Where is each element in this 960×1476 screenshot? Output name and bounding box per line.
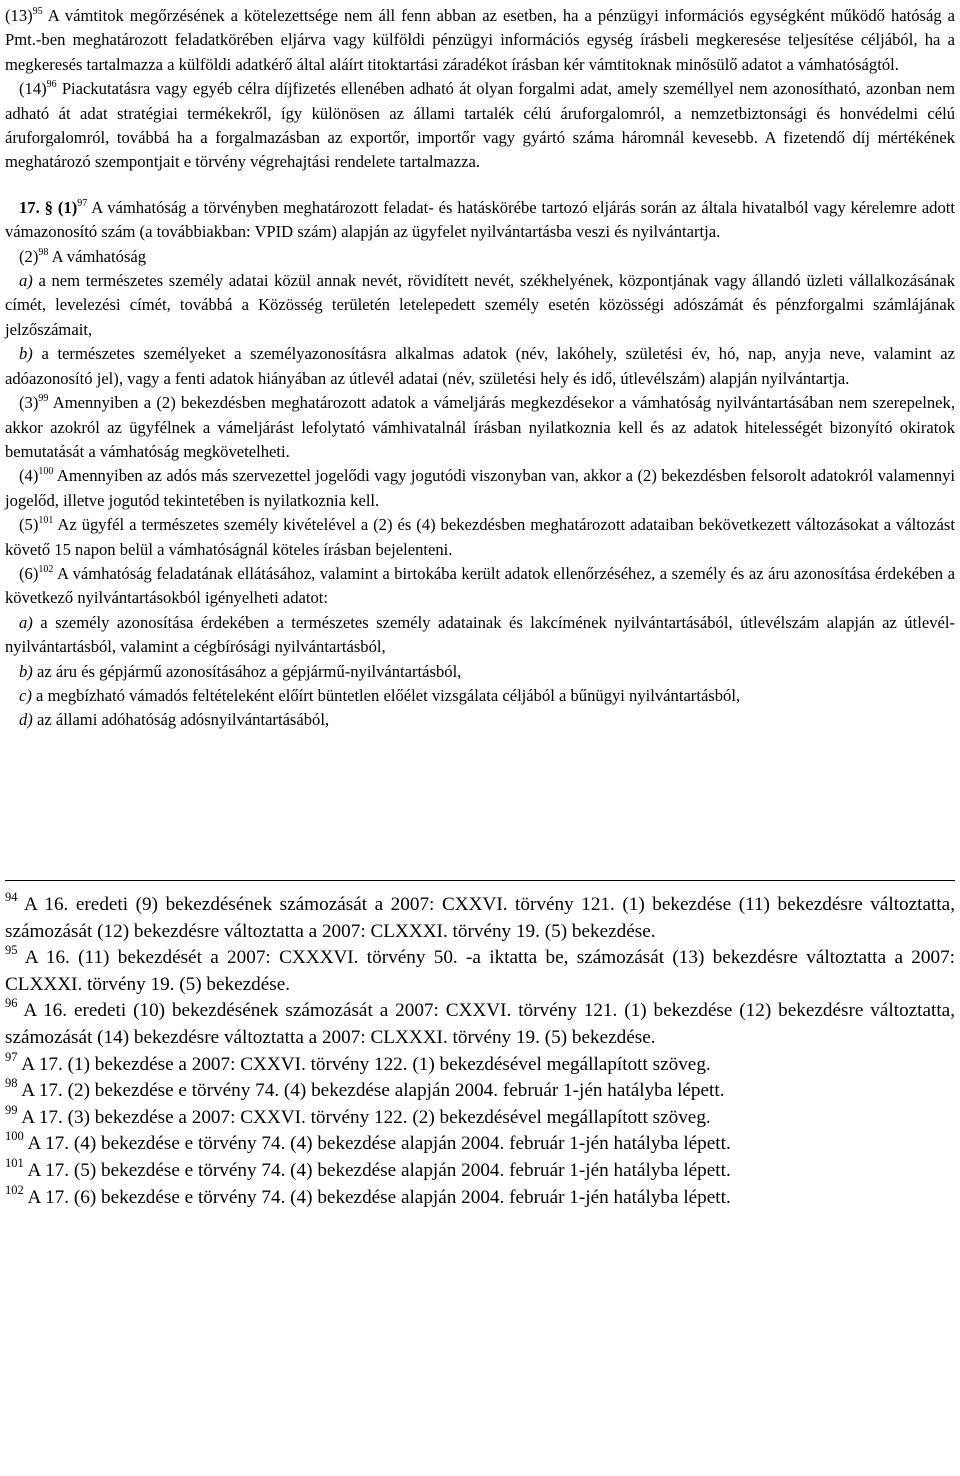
paragraph-number: (13)	[5, 6, 33, 25]
paragraph-text: A vámhatóság feladatának ellátásához, valamint a birtokába került adatok ellenőrzéséhez, a személy és az áru azonosítása érdekében a következő nyilvántartásokból igényelheti adatot:	[5, 563, 955, 608]
paragraph-number: (6)	[19, 563, 39, 583]
footnote-number: 95	[5, 943, 18, 958]
paragraph-text: Amennyiben az adós más szervezettel jogelődi vagy jogutódi viszonyban van, akkor a (2) bekezdésben felsorolt adatokról valamennyi jogelőd, illetve jogutód tekintetében is nyilatkoznia kell.	[5, 466, 955, 510]
footnote-ref: 96	[46, 79, 57, 91]
point-text: a természetes személyeket a személyazonosításra alkalmas adatok (név, lakóhely, születési év, hó, nap, anyja neve, valamint az adóazonosító jel), vagy a fenti adatok hiányában az útlevél adatai (név, születési hely és idő, útlevélszám) alapján nyilvántartja.	[5, 344, 955, 388]
paragraph-number: (4)	[19, 466, 39, 486]
footnote-100	[5, 1131, 955, 1158]
section-number: 17. § (1)	[19, 197, 78, 217]
point-2b	[5, 342, 955, 391]
body-text	[5, 4, 955, 733]
footnote-99	[5, 1102, 955, 1132]
paragraph-3	[5, 391, 955, 464]
point-2a	[5, 269, 955, 342]
point-6d	[5, 708, 955, 732]
point-letter: a)	[19, 271, 33, 291]
point-text: a megbízható vámadós feltételeként előírt büntetlen előélet vizsgálata céljából a bűnügyi nyilvántartásból,	[31, 685, 741, 705]
footnote-number: 96	[5, 996, 18, 1011]
footnote-ref: 98	[38, 246, 49, 258]
paragraph-text: Amennyiben a (2) bekezdésben meghatározott adatok a vámeljárás megkezdésekor a vámhatóság nyilvántartásában nem szerepelnek, akkor azokról az ügyfélnek a vámeljárást lefolytató vámhivatalnál írásban nyilatkoznia kell és az adatok hitelességét bizonyító okiratok bemutatását a vámhatóság megkövetelheti.	[5, 393, 955, 461]
paragraph-2	[5, 245, 955, 269]
footnote-94	[5, 892, 955, 945]
point-6a	[5, 611, 955, 660]
footnote-102	[5, 1182, 955, 1212]
paragraph-text: A vámhatóság	[48, 246, 147, 266]
footnote-text: A 17. (4) bekezdése e törvény 74. (4) bekezdése alapján 2004. február 1-jén hatályba lépett.	[23, 1133, 731, 1155]
paragraph-6	[5, 562, 955, 611]
paragraph-text: A vámtitok megőrzésének a kötelezettsége nem áll fenn abban az esetben, ha a pénzügyi információs egységként működő hatóság a Pmt.-ben meghatározott feladatkörében eljárva vagy külföldi pénzügyi információs egység írásbeli megkeresése teljesítése céljából, ha a megkeresés tartalmazza a külföldi adatkérő által aláírt titoktartási záradékot írásban kér vámtitoknak minősülő adatot a vámhatóságtól.	[5, 6, 955, 74]
point-6c	[5, 684, 955, 708]
point-letter: c)	[19, 685, 32, 705]
footnote-number: 97	[5, 1049, 18, 1064]
footnote-text: A 17. (5) bekezdése e törvény 74. (4) bekezdése alapján 2004. február 1-jén hatályba lépett.	[23, 1159, 731, 1181]
paragraph-5	[5, 513, 955, 562]
point-text: az áru és gépjármű azonosításához a gépjármű-nyilvántartásból,	[32, 661, 462, 681]
point-text: az állami adóhatóság adósnyilvántartásából,	[32, 710, 330, 730]
footnote-text: A 17. (2) bekezdése e törvény 74. (4) bekezdése alapján 2004. február 1-jén hatályba lépett.	[17, 1080, 725, 1102]
footnote-text: A 17. (6) bekezdése e törvény 74. (4) bekezdése alapján 2004. február 1-jén hatályba lépett.	[23, 1186, 731, 1208]
footnote-text: A 16. eredeti (9) bekezdésének számozását a 2007: CXXVI. törvény 121. (1) bekezdése (11) bekezdésre változtatta, számozását (12) bekezdésre változtatta a 2007: CLXXXI. törvény 19. (5) bekezdése.	[5, 894, 955, 942]
section-17-paragraph-1	[5, 196, 955, 245]
paragraph-number: (14)	[19, 79, 47, 99]
footnote-text: A 16. eredeti (10) bekezdésének számozását a 2007: CXXVI. törvény 121. (1) bekezdése (12) bekezdésre változtatta, számozását (14) bekezdésre változtatta a 2007: CLXXXI. törvény 19. (5) bekezdése.	[5, 1000, 955, 1048]
footnote-number: 101	[5, 1155, 24, 1170]
footnote-number: 100	[5, 1129, 24, 1144]
footnote-number: 102	[5, 1182, 24, 1197]
footnote-ref: 101	[38, 515, 54, 527]
footnote-ref: 97	[77, 197, 88, 209]
paragraph-text: A vámhatóság a törvényben meghatározott feladat- és hatáskörébe tartozó eljárás során az általa hivatalból vagy kérelemre adott vámazonosító szám (a továbbiakban: VPID szám) alapján az ügyfelet nyilvántartásba veszi és nyilvántartja.	[5, 197, 955, 242]
point-letter: a)	[19, 612, 33, 632]
footnote-ref: 99	[38, 393, 49, 405]
footnote-95	[5, 945, 955, 998]
footnote-97	[5, 1049, 955, 1079]
point-text: a nem természetes személy adatai közül annak nevét, rövidített nevét, székhelyének, központjának vagy állandó üzleti vállalkozásának címét, levelezési címét, továbbá a Közösség területén letelepedett személy esetén közösségi adószámát és pénzforgalmi számlájának jelzőszámait,	[5, 271, 955, 339]
paragraph-number: (3)	[19, 393, 39, 413]
point-text: a személy azonosítása érdekében a természetes személy adatainak és lakcímének nyilvántartásából, útlevélszám alapján az útlevél-nyilvántartásból, valamint a cégbírósági nyilvántartásból,	[5, 612, 955, 657]
footnote-ref: 95	[32, 6, 43, 17]
footnote-101	[5, 1155, 955, 1185]
footnote-98	[5, 1078, 955, 1105]
footnote-number: 98	[5, 1076, 18, 1091]
paragraph-number: (2)	[19, 246, 39, 266]
paragraph-4	[5, 464, 955, 513]
footnote-ref: 100	[38, 466, 54, 478]
point-letter: b)	[19, 661, 33, 681]
footnote-ref: 102	[38, 563, 54, 575]
footnote-96	[5, 998, 955, 1051]
point-letter: d)	[19, 710, 33, 730]
footnote-text: A 16. (11) bekezdését a 2007: CXXXVI. törvény 50. -a iktatta be, számozását (13) bekezdésre változtatta a 2007: CLXXXI. törvény 19. (5) bekezdése.	[5, 947, 955, 995]
footnote-number: 99	[5, 1102, 18, 1117]
footnotes	[5, 892, 955, 1211]
footnote-number: 94	[5, 890, 18, 904]
point-letter: b)	[19, 344, 33, 364]
paragraph-text: Piackutatásra vagy egyéb célra díjfizetés ellenében adható át olyan forgalmi adat, amely személlyel nem azonosítható, azonban nem adható át adat stratégiai termékekről, így különösen az állami tartalék célú áruforgalomról, a nemzetbiztonsági és honvédelmi célú áruforgalomról, továbbá ha a forgalmazásban az exportőr, importőr vagy gyártó száma háromnál kevesebb. A fizetendő díj mértékének meghatározó szempontjait e törvény végrehajtási rendelete tartalmazza.	[5, 79, 955, 172]
paragraph-13	[5, 4, 955, 77]
footnote-text: A 17. (1) bekezdése a 2007: CXXVI. törvény 122. (1) bekezdésével megállapított szöveg.	[17, 1053, 711, 1075]
footnote-divider	[5, 880, 955, 881]
paragraph-14	[5, 77, 955, 175]
paragraph-number: (5)	[19, 515, 39, 535]
paragraph-text: Az ügyfél a természetes személy kivételével a (2) és (4) bekezdésben meghatározott adataiban bekövetkezett változásokat a változást követő 15 napon belül a vámhatóságnál köteles írásban bejelenteni.	[5, 515, 955, 559]
footnote-text: A 17. (3) bekezdése a 2007: CXXVI. törvény 122. (2) bekezdésével megállapított szöveg.	[17, 1106, 711, 1128]
point-6b	[5, 660, 955, 684]
